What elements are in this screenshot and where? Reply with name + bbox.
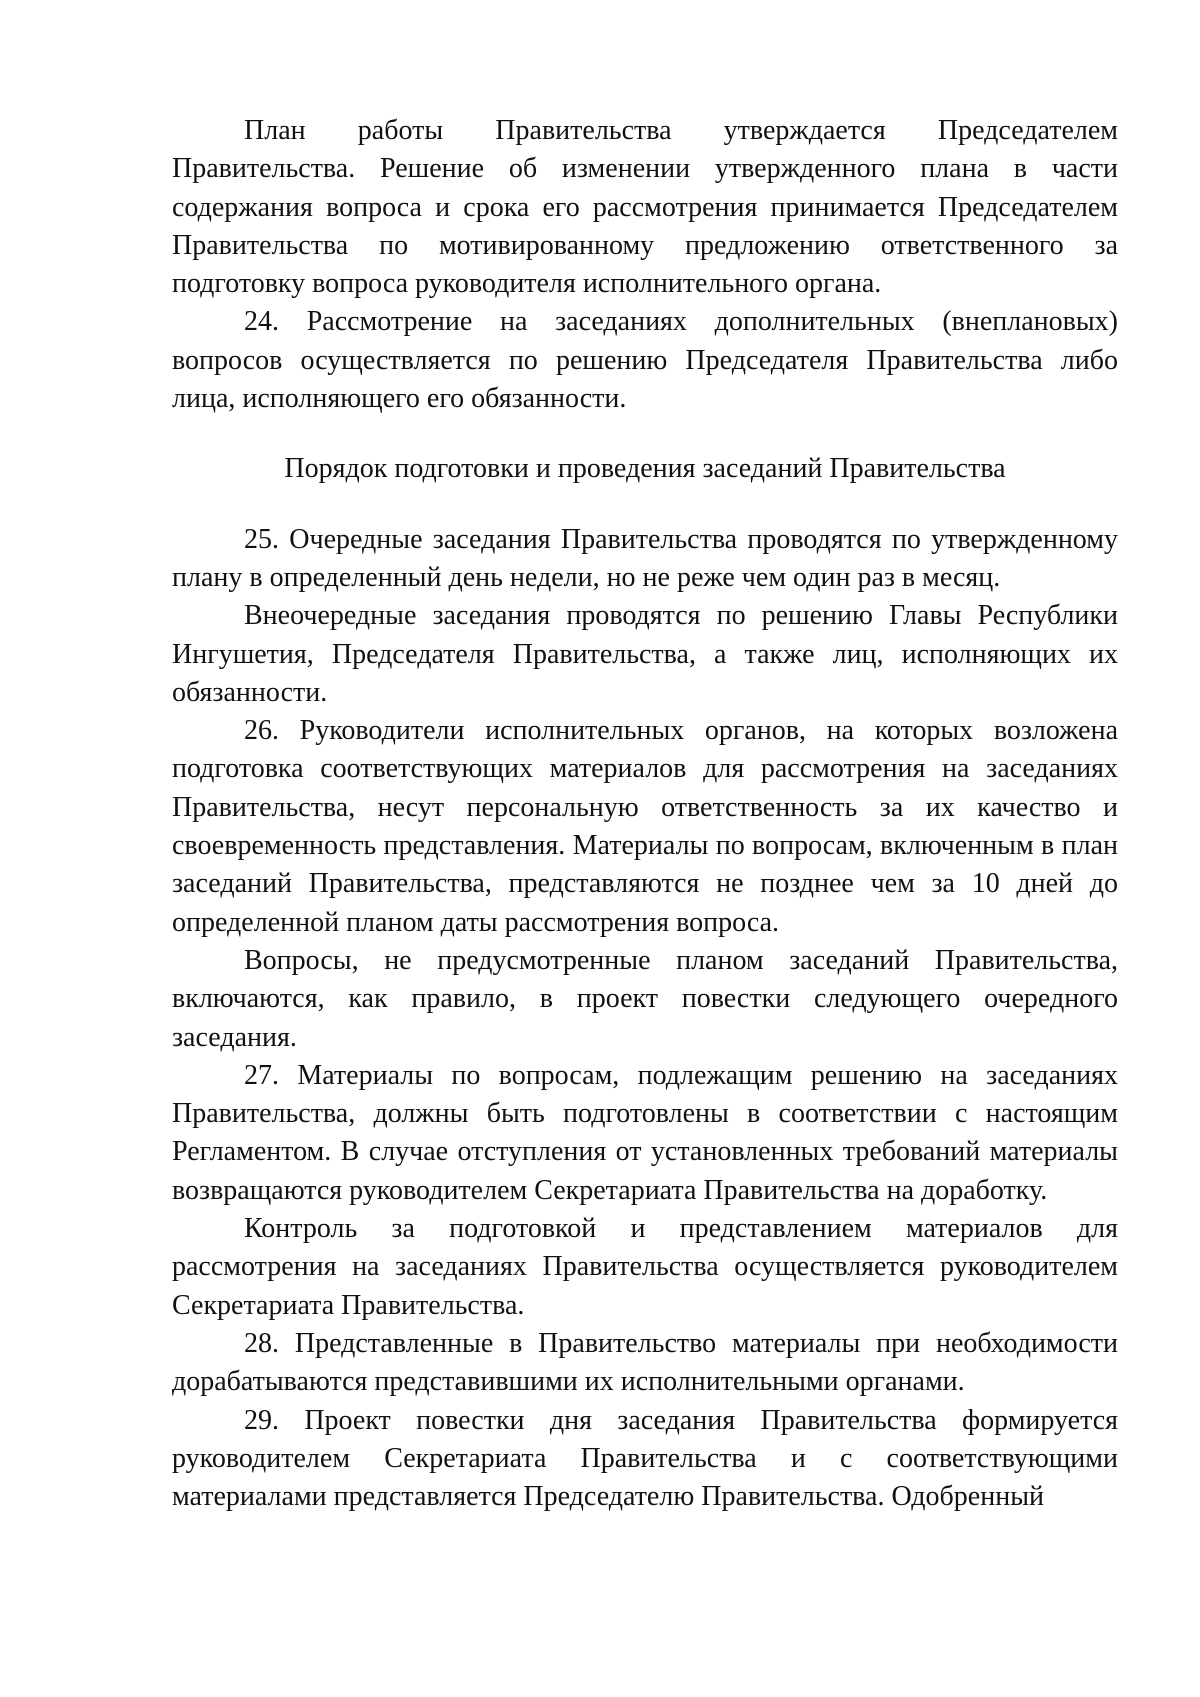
document-page [172, 112, 1118, 1516]
paragraph-plan-approval: План работы Правительства утверждается Председателем Правительства. Решение об изменении утвержденного плана в части содержания вопроса и срока его рассмотрения принимается Председателем Правительства по мотивированному предложению ответственного за подготовку вопроса руководителя исполнительного органа. [172, 115, 1118, 300]
paragraph-unplanned-questions: Вопросы, не предусмотренные планом заседаний Правительства, включаются, как правило, в проект повестки следующего очередного заседания. [172, 944, 1118, 1053]
paragraph-27: 27. Материалы по вопросам, подлежащим решению на заседаниях Правительства, должны быть подготовлены в соответствии с настоящим Регламентом. В случае отступления от установленных требований материалы возвращаются руководителем Секретариата Правительства на доработку. [172, 1059, 1118, 1206]
paragraph-26: 26. Руководители исполнительных органов, на которых возложена подготовка соответствующих материалов для рассмотрения на заседаниях Правительства, несут персональную ответственность за их качество и своевременность представления. Материалы по вопросам, включенным в план заседаний Правительства, представляются не позднее чем за 10 дней до определенной планом даты рассмотрения вопроса. [172, 715, 1118, 938]
section-heading: Порядок подготовки и проведения заседаний Правительства [284, 453, 1006, 485]
paragraph-24: 24. Рассмотрение на заседаниях дополнительных (внеплановых) вопросов осуществляется по решению Председателя Правительства либо лица, исполняющего его обязанности. [172, 306, 1118, 415]
paragraph-29: 29. Проект повестки дня заседания Правительства формируется руководителем Секретариата Правительства и с соответствующими материалами представляется Председателю Правительства. Одобренный [172, 1404, 1118, 1513]
paragraph-25: 25. Очередные заседания Правительства проводятся по утвержденному плану в определенный день недели, но не реже чем один раз в месяц. [172, 523, 1118, 593]
paragraph-control: Контроль за подготовкой и представлением материалов для рассмотрения на заседаниях Правительства осуществляется руководителем Секретариата Правительства. [172, 1213, 1118, 1321]
paragraph-28: 28. Представленные в Правительство материалы при необходимости дорабатываются представившими их исполнительными органами. [172, 1327, 1118, 1398]
paragraph-extraordinary-meetings: Внеочередные заседания проводятся по решению Главы Республики Ингушетия, Председателя Правительства, а также лиц, исполняющих их обязанности. [172, 600, 1118, 708]
